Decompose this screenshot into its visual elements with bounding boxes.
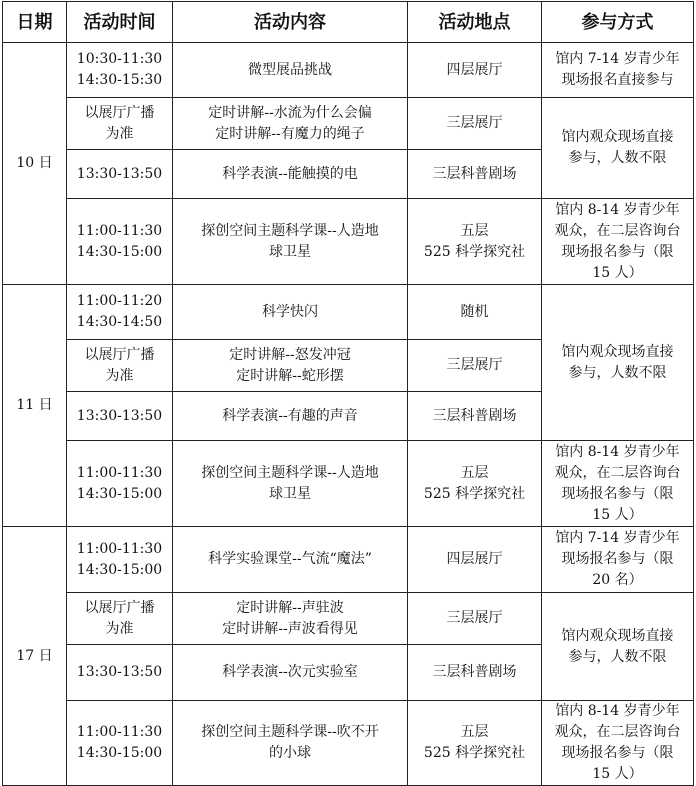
header-row — [3, 2, 694, 43]
table-row — [3, 593, 694, 645]
content-cell: 科学实验课堂--气流“魔法” — [173, 527, 408, 593]
participation-cell: 馆内观众现场直接 参与，人数不限 — [542, 98, 694, 199]
header-date: 日期 — [3, 2, 67, 43]
time-cell: 11:00-11:30 14:30-15:00 — [67, 441, 173, 527]
location-cell: 三层科普剧场 — [408, 645, 542, 701]
content-cell: 定时讲解--声驻波 定时讲解--声波看得见 — [173, 593, 408, 645]
content-cell: 探创空间主题科学课--人造地 球卫星 — [173, 441, 408, 527]
header-participation: 参与方式 — [542, 2, 694, 43]
content-cell: 科学表演--能触摸的电 — [173, 150, 408, 199]
time-cell: 13:30-13:50 — [67, 150, 173, 199]
time-cell: 11:00-11:30 14:30-15:00 — [67, 701, 173, 786]
participation-cell: 馆内 8-14 岁青少年 观众，在二层咨询台 现场报名参与（限 15 人） — [542, 701, 694, 786]
activity-schedule-table — [2, 1, 694, 786]
content-cell: 定时讲解--怒发冲冠 定时讲解--蛇形摆 — [173, 340, 408, 392]
location-cell: 三层科普剧场 — [408, 392, 542, 441]
table-row — [3, 98, 694, 150]
table-row — [3, 701, 694, 786]
time-cell: 以展厅广播 为准 — [67, 340, 173, 392]
time-cell: 13:30-13:50 — [67, 392, 173, 441]
content-cell: 微型展品挑战 — [173, 43, 408, 98]
content-cell: 科学表演--有趣的声音 — [173, 392, 408, 441]
table-row — [3, 199, 694, 285]
location-cell: 五层 525 科学探究社 — [408, 701, 542, 786]
participation-cell: 馆内 7-14 岁青少年 现场报名直接参与 — [542, 43, 694, 98]
time-cell: 11:00-11:30 14:30-15:00 — [67, 527, 173, 593]
table-row — [3, 285, 694, 340]
participation-cell: 馆内观众现场直接 参与，人数不限 — [542, 285, 694, 441]
time-cell: 以展厅广播 为准 — [67, 593, 173, 645]
date-cell: 17 日 — [3, 527, 67, 786]
participation-cell: 馆内 7-14 岁青少年 现场报名参与（限 20 名） — [542, 527, 694, 593]
table-row — [3, 43, 694, 98]
content-cell: 科学表演--次元实验室 — [173, 645, 408, 701]
header-location: 活动地点 — [408, 2, 542, 43]
time-cell: 11:00-11:30 14:30-15:00 — [67, 199, 173, 285]
location-cell: 三层科普剧场 — [408, 150, 542, 199]
content-cell: 科学快闪 — [173, 285, 408, 340]
participation-cell: 馆内 8-14 岁青少年 观众，在二层咨询台 现场报名参与（限 15 人） — [542, 441, 694, 527]
location-cell: 三层展厅 — [408, 593, 542, 645]
time-cell: 11:00-11:20 14:30-14:50 — [67, 285, 173, 340]
time-cell: 13:30-13:50 — [67, 645, 173, 701]
content-cell: 探创空间主题科学课--人造地 球卫星 — [173, 199, 408, 285]
table-row — [3, 527, 694, 593]
location-cell: 五层 525 科学探究社 — [408, 199, 542, 285]
participation-cell: 馆内观众现场直接 参与，人数不限 — [542, 593, 694, 701]
location-cell: 四层展厅 — [408, 527, 542, 593]
header-time: 活动时间 — [67, 2, 173, 43]
header-content: 活动内容 — [173, 2, 408, 43]
content-cell: 探创空间主题科学课--吹不开 的小球 — [173, 701, 408, 786]
location-cell: 三层展厅 — [408, 340, 542, 392]
location-cell: 三层展厅 — [408, 98, 542, 150]
location-cell: 随机 — [408, 285, 542, 340]
location-cell: 四层展厅 — [408, 43, 542, 98]
participation-cell: 馆内 8-14 岁青少年 观众，在二层咨询台 现场报名参与（限 15 人） — [542, 199, 694, 285]
location-cell: 五层 525 科学探究社 — [408, 441, 542, 527]
table-row — [3, 441, 694, 527]
date-cell: 10 日 — [3, 43, 67, 285]
date-cell: 11 日 — [3, 285, 67, 527]
time-cell: 10:30-11:30 14:30-15:30 — [67, 43, 173, 98]
time-cell: 以展厅广播 为准 — [67, 98, 173, 150]
content-cell: 定时讲解--水流为什么会偏 定时讲解--有魔力的绳子 — [173, 98, 408, 150]
